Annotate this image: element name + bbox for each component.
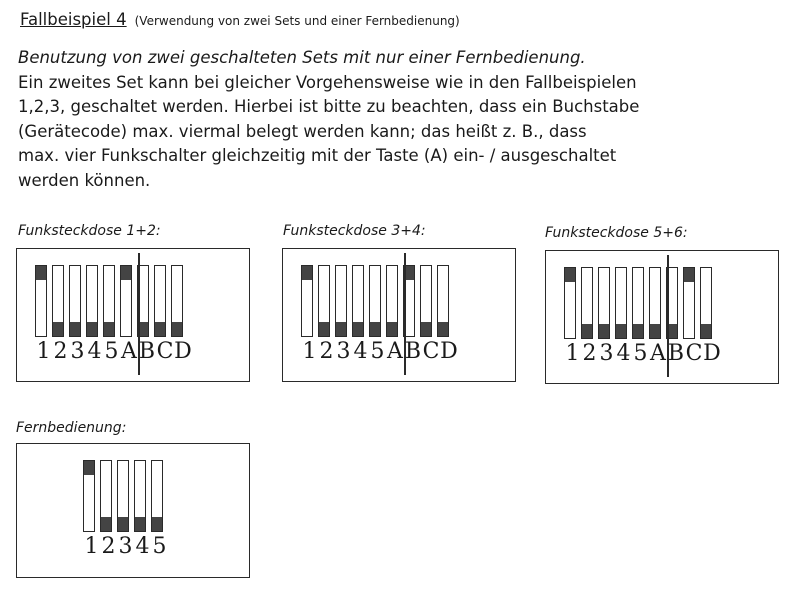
dip-switch-3 — [598, 267, 610, 339]
dip-label-2: 2 — [101, 534, 116, 559]
dip-knob — [565, 268, 575, 282]
socket-1-2-label: Funksteckdose 1+2: — [18, 223, 161, 239]
dip-switch-5 — [632, 267, 644, 339]
dip-knob — [70, 322, 80, 336]
socket-1-2-dip-panel — [16, 248, 250, 382]
dip-label-5: 5 — [152, 534, 167, 559]
dip-switch-1 — [35, 265, 47, 337]
dip-knob — [172, 322, 182, 336]
dip-label-c: C — [422, 339, 440, 364]
dip-label-3: 3 — [336, 339, 351, 364]
dip-switch-2 — [100, 460, 112, 532]
remote-label: Fernbedienung: — [16, 420, 127, 436]
dip-switch-row — [564, 267, 717, 339]
dip-label-c: C — [156, 339, 174, 364]
dip-knob — [84, 461, 94, 475]
dip-label-4: 4 — [616, 341, 631, 366]
dip-switch-a — [386, 265, 398, 337]
dip-switch-d — [171, 265, 183, 337]
dip-knob — [421, 322, 431, 336]
dip-label-a: A — [121, 339, 137, 364]
dip-switch-2 — [581, 267, 593, 339]
dip-switch-d — [700, 267, 712, 339]
dip-knob — [599, 324, 609, 338]
section-heading — [20, 10, 460, 29]
dip-switch-2 — [52, 265, 64, 337]
dip-knob — [582, 324, 592, 338]
dip-switch-a — [649, 267, 661, 339]
dip-switch-row — [35, 265, 188, 337]
dip-label-4: 4 — [87, 339, 102, 364]
dip-label-5: 5 — [370, 339, 385, 364]
dip-knob — [87, 322, 97, 336]
dip-knob — [302, 266, 312, 280]
dip-switch-row — [83, 460, 168, 532]
dip-label-4: 4 — [135, 534, 150, 559]
dip-switch-3 — [69, 265, 81, 337]
dip-switch-1 — [83, 460, 95, 532]
dip-knob — [319, 322, 329, 336]
dip-switch-a — [120, 265, 132, 337]
dip-knob — [616, 324, 626, 338]
dip-labels — [83, 534, 168, 560]
dip-switch-1 — [564, 267, 576, 339]
dip-knob — [701, 324, 711, 338]
dip-switch-4 — [86, 265, 98, 337]
dip-switch-3 — [335, 265, 347, 337]
dip-knob — [53, 322, 63, 336]
dip-labels — [301, 339, 458, 365]
dip-knob — [650, 324, 660, 338]
socket-3-4-dip-panel — [282, 248, 516, 382]
dip-label-b: B — [138, 339, 156, 364]
dip-switch-2 — [318, 265, 330, 337]
dip-knob — [104, 322, 114, 336]
dip-knob — [684, 268, 694, 282]
dip-label-d: D — [440, 339, 458, 364]
dip-switch-d — [437, 265, 449, 337]
dip-label-3: 3 — [70, 339, 85, 364]
intro-line: Ein zweites Set kann bei gleicher Vorgehensweise wie in den Fallbeispielen — [18, 72, 637, 92]
remote-dip-panel — [16, 443, 250, 578]
dip-label-4: 4 — [353, 339, 368, 364]
dip-switch-5 — [103, 265, 115, 337]
dip-label-1: 1 — [36, 339, 51, 364]
dip-label-1: 1 — [84, 534, 99, 559]
dip-knob — [121, 266, 131, 280]
dip-label-5: 5 — [633, 341, 648, 366]
section-subtitle: (Verwendung von zwei Sets und einer Fernbedienung) — [134, 14, 460, 28]
dip-label-a: A — [650, 341, 666, 366]
dip-label-b: B — [404, 339, 422, 364]
dip-knob — [152, 517, 162, 531]
dip-knob — [633, 324, 643, 338]
dip-label-d: D — [174, 339, 192, 364]
dip-label-3: 3 — [599, 341, 614, 366]
socket-5-6-dip-panel — [545, 250, 779, 384]
intro-paragraph — [18, 46, 788, 193]
dip-switch-4 — [352, 265, 364, 337]
dip-label-2: 2 — [53, 339, 68, 364]
socket-3-4-label: Funksteckdose 3+4: — [283, 223, 426, 239]
intro-line: max. vier Funkschalter gleichzeitig mit der Taste (A) ein- / ausgeschaltet — [18, 146, 617, 165]
intro-line: werden können. — [18, 170, 151, 190]
dip-knob — [353, 322, 363, 336]
dip-knob — [118, 517, 128, 531]
dip-label-2: 2 — [582, 341, 597, 366]
dip-label-3: 3 — [118, 534, 133, 559]
dip-labels — [35, 339, 192, 365]
dip-switch-c — [420, 265, 432, 337]
intro-lead: Benutzung von zwei geschalteten Sets mit nur einer Fernbedienung. — [18, 48, 586, 67]
dip-label-2: 2 — [319, 339, 334, 364]
dip-label-a: A — [387, 339, 403, 364]
dip-knob — [101, 517, 111, 531]
dip-knob — [135, 517, 145, 531]
dip-switch-3 — [117, 460, 129, 532]
dip-switch-c — [154, 265, 166, 337]
dip-switch-4 — [615, 267, 627, 339]
dip-knob — [155, 322, 165, 336]
dip-label-d: D — [703, 341, 721, 366]
dip-label-5: 5 — [104, 339, 119, 364]
dip-knob — [370, 322, 380, 336]
dip-label-1: 1 — [565, 341, 580, 366]
intro-line: 1,2,3, geschaltet werden. Hierbei ist bitte zu beachten, dass ein Buchstabe — [18, 97, 640, 116]
dip-label-c: C — [685, 341, 703, 366]
dip-label-1: 1 — [302, 339, 317, 364]
dip-labels — [564, 341, 721, 367]
dip-switch-4 — [134, 460, 146, 532]
dip-switch-5 — [369, 265, 381, 337]
socket-5-6-label: Funksteckdose 5+6: — [545, 225, 688, 241]
dip-knob — [387, 322, 397, 336]
dip-knob — [336, 322, 346, 336]
dip-switch-row — [301, 265, 454, 337]
dip-knob — [36, 266, 46, 280]
intro-line: (Gerätecode) max. viermal belegt werden kann; das heißt z. B., dass — [18, 121, 587, 141]
dip-switch-1 — [301, 265, 313, 337]
section-title: Fallbeispiel 4 — [20, 10, 127, 29]
dip-switch-c — [683, 267, 695, 339]
dip-switch-5 — [151, 460, 163, 532]
dip-knob — [438, 322, 448, 336]
dip-label-b: B — [667, 341, 685, 366]
